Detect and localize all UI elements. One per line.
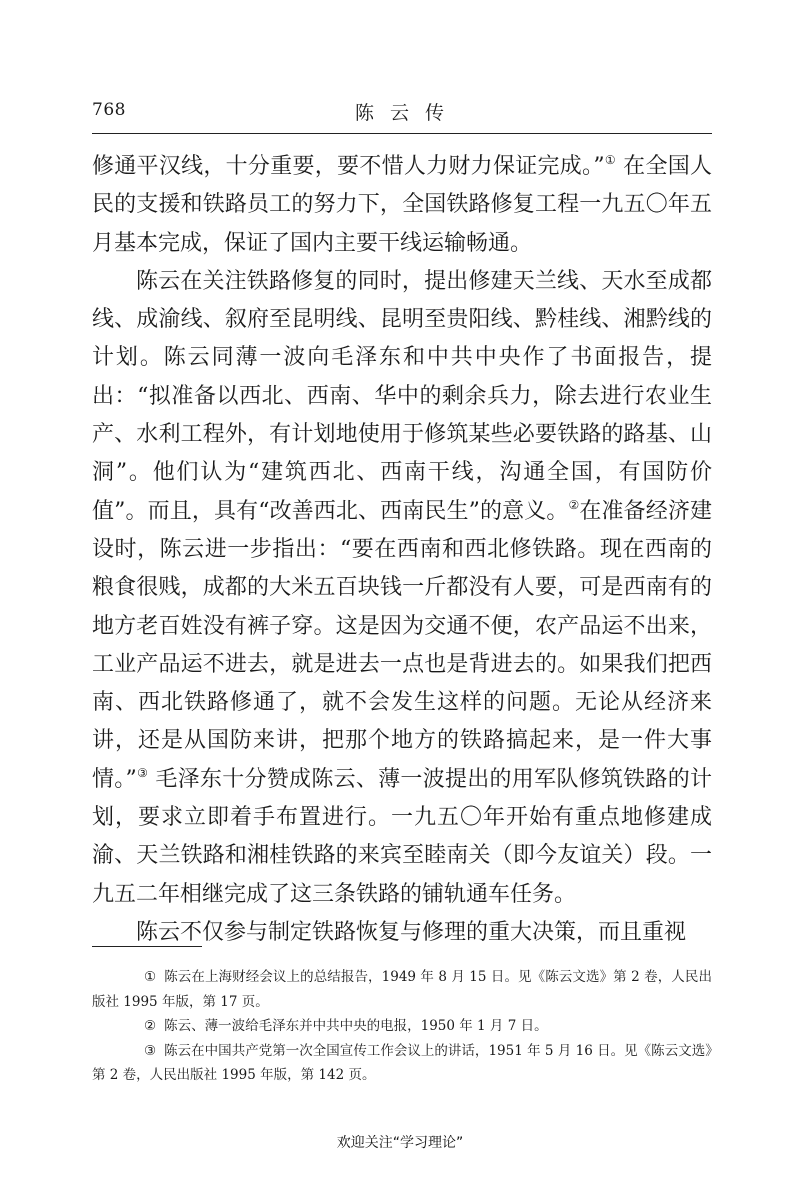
paragraph-3-text: 陈云不仅参与制定铁路恢复与修理的重大决策，而且重视 xyxy=(136,919,687,945)
footnote-3-mark: ③ xyxy=(144,1042,157,1059)
footnote-ref-2: ② xyxy=(568,497,580,512)
paragraph-1 xyxy=(92,148,712,263)
footnote-3 xyxy=(92,1039,712,1088)
paragraph-2-text-b: 在准备经济建设时，陈云进一步指出：“要在西南和西北修铁路。现在西南的粮食很贱，成都的大米五百块钱一斤都没有人要，可是西南有的地方老百姓没有裤子穿。这是因为交通不便，农产品运不出来，工业产品运不进去，就是进去一点也是背进去的。如果我们把西南、西北铁路修通了，就不会发生这样的问题。无论从经济来讲，还是从国防来讲，把那个地方的铁路搞起来，是一件大事情。” xyxy=(92,498,712,792)
footnote-1 xyxy=(92,965,712,1014)
page-number: 768 xyxy=(92,100,126,120)
paragraph-2-text-c: 毛泽东十分赞成陈云、薄一波提出的用军队修筑铁路的计划，要求立即着手布置进行。一九五〇年开始有重点地修建成渝、天兰铁路和湘桂铁路的来宾至睦南关（即今友谊关）段。一九五二年相继完成了这三条铁路的铺轨通车任务。 xyxy=(92,766,713,907)
footnote-2 xyxy=(92,1014,712,1039)
footnote-1-text: 陈云在上海财经会议上的总结报告，1949 年 8 月 15 日。见《陈云文选》第 2 卷，人民出版社 1995 年版，第 17 页。 xyxy=(92,969,712,1010)
paragraph-2-text-a: 陈云在关注铁路修复的同时，提出修建天兰线、天水至成都线、成渝线、叙府至昆明线、昆明至贵阳线、黔桂线、湘黔线的计划。陈云同薄一波向毛泽东和中共中央作了书面报告，提出：“拟准备以西北、西南、华中的剩余兵力，除去进行农业生产、水利工程外，有计划地使用于修筑某些必要铁路的路基、山洞”。他们认为“建筑西北、西南干线，沟通全国，有国防价值”。而且，具有“改善西北、西南民生”的意义。 xyxy=(92,268,712,524)
footnote-1-mark: ① xyxy=(144,969,157,985)
header-rule xyxy=(92,133,712,134)
running-title: 陈云传 xyxy=(355,102,461,124)
footnote-rule xyxy=(92,946,202,947)
paragraph-2 xyxy=(92,263,712,914)
footnote-2-text: 陈云、薄一波给毛泽东并中共中央的电报，1950 年 1 月 7 日。 xyxy=(164,1018,548,1034)
footnote-3-text: 陈云在中国共产党第一次全国宣传工作会议上的讲话，1951 年 5 月 16 日。见《陈云文选》第 2 卷，人民出版社 1995 年版，第 142 页。 xyxy=(92,1042,712,1083)
watermark-caption: 欢迎关注“学习理论” xyxy=(336,1135,464,1151)
paragraph-1-text: 修通平汉线，十分重要，要不惜人力财力保证完成。” xyxy=(92,154,605,179)
body-text xyxy=(92,148,712,952)
footnote-ref-3: ③ xyxy=(136,765,149,780)
footnote-ref-1: ① xyxy=(604,153,616,167)
footnote-2-mark: ② xyxy=(144,1018,157,1034)
paragraph-1-tail: 在全国人民的支援和铁路员工的努力下，全国铁路修复工程一九五〇年五月基本完成，保证了国内主要干线运输畅通。 xyxy=(92,154,713,256)
footnotes xyxy=(92,965,712,1088)
